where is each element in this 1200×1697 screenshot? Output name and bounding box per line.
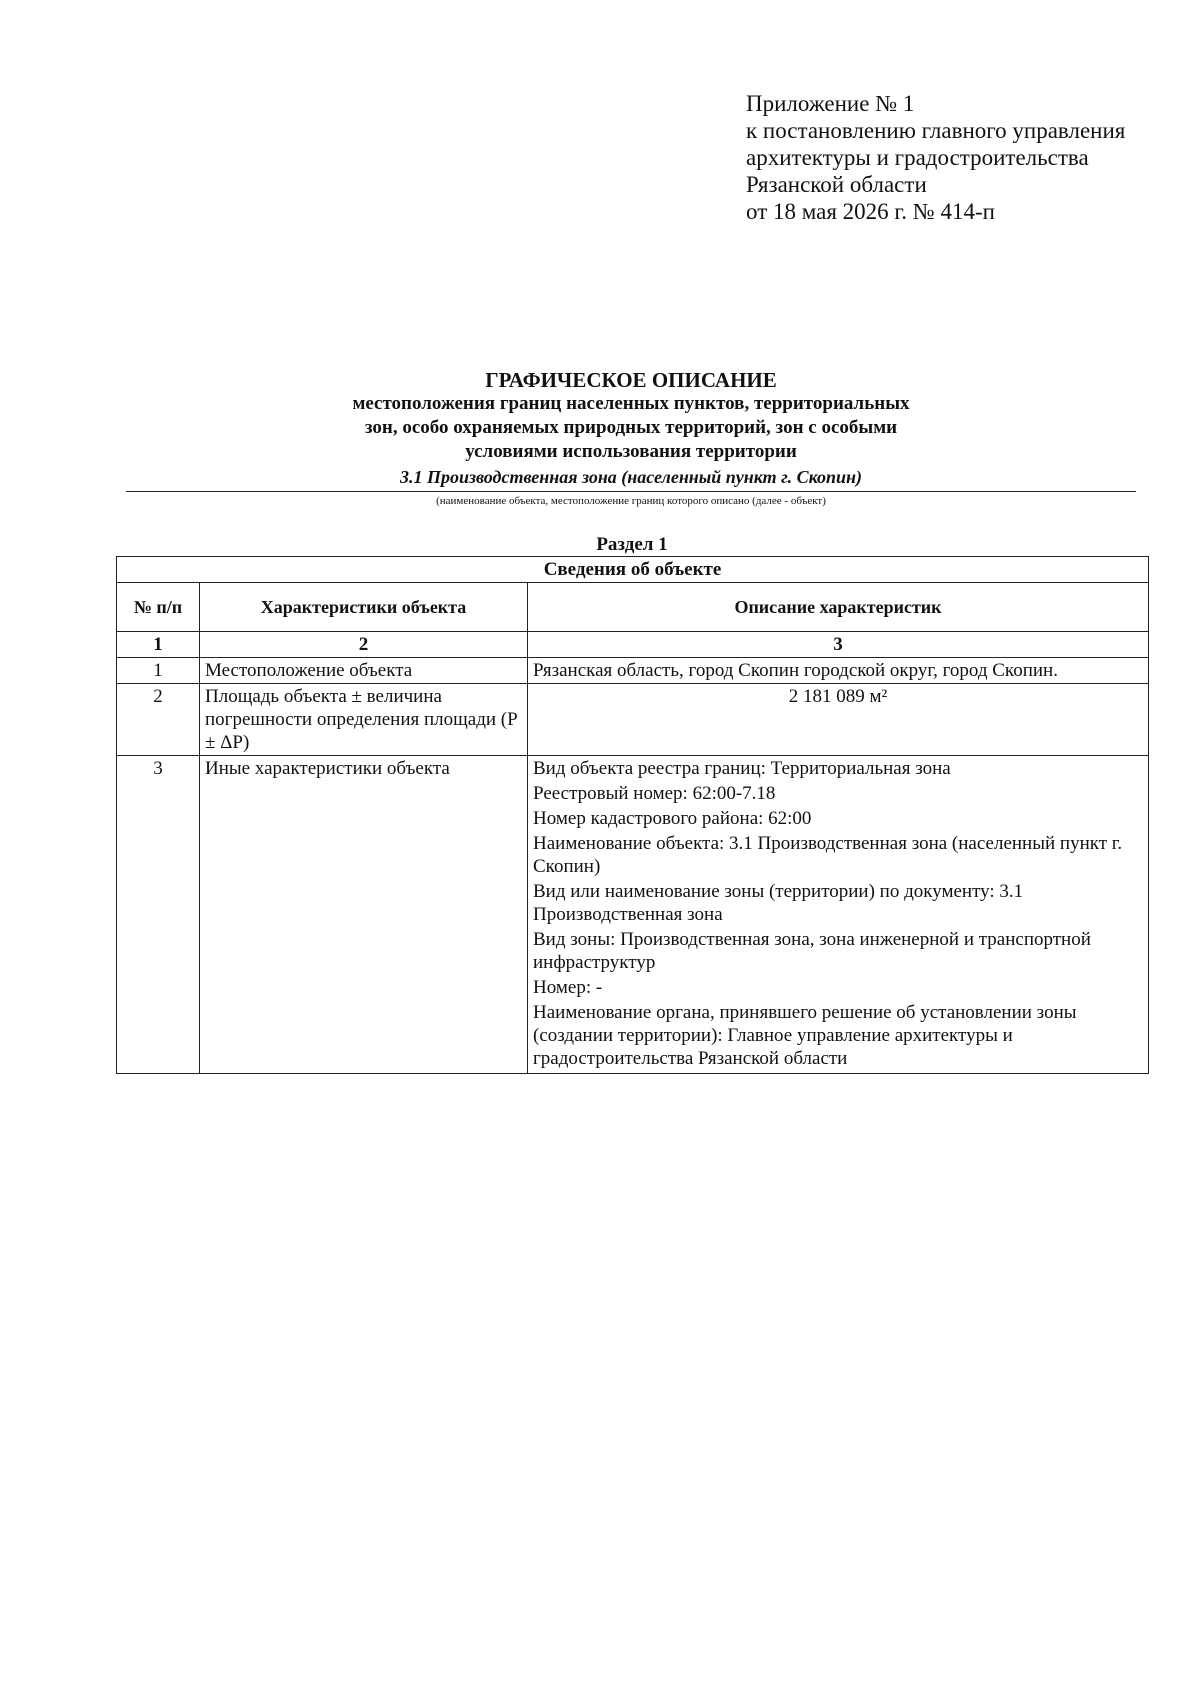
underline-rule [126,491,1136,492]
row-description [528,684,1149,756]
table-row [117,756,1149,1074]
column-number: 2 [200,632,528,658]
appendix-header [746,90,1125,225]
document-subtitle-line: условиями использования территории [465,441,797,462]
object-info-table [116,556,1149,1074]
document-title-block [126,368,1136,509]
description-line: Вид зоны: Производственная зона, зона инженерной и транспортной инфраструктур [533,929,1091,973]
description-line: Номер кадастрового района: 62:00 [533,808,812,829]
description-line: Рязанская область, город Скопин городской округ, город Скопин. [533,660,1058,681]
table-caption-row [117,557,1149,583]
section-label: Раздел 1 [596,534,668,555]
description-line: Наименование объекта: 3.1 Производственная зона (населенный пункт г. Скопин) [533,833,1123,877]
appendix-line: Рязанской области [746,172,927,197]
row-number: 2 [117,684,200,756]
table-caption: Сведения об объекте [117,557,1149,583]
document-subtitle-line: местоположения границ населенных пунктов, территориальных [352,393,910,414]
appendix-line: от 18 мая 2026 г. № 414-п [746,199,995,224]
row-characteristic: Иные характеристики объекта [200,756,528,1074]
description-line: Вид объекта реестра границ: Территориальная зона [533,758,951,779]
row-number: 3 [117,756,200,1074]
row-description [528,756,1149,1074]
row-description [528,658,1149,684]
row-characteristic: Площадь объекта ± величина погрешности определения площади (P ± ΔP) [200,684,528,756]
description-line: Вид или наименование зоны (территории) по документу: 3.1 Производственная зона [533,881,1024,925]
document-subtitle-line: зон, особо охраняемых природных территорий, зон с особыми [364,417,898,438]
header-characteristic: Характеристики объекта [200,583,528,632]
table-row [117,684,1149,756]
object-name: 3.1 Производственная зона (населенный пункт г. Скопин) [399,467,863,487]
appendix-line: к постановлению главного управления [746,118,1126,143]
table-header-row [117,583,1149,632]
document-title: ГРАФИЧЕСКОЕ ОПИСАНИЕ [485,368,777,392]
row-number: 1 [117,658,200,684]
description-line: 2 181 089 м² [788,686,888,707]
description-line: Реестровый номер: 62:00-7.18 [533,783,776,804]
description-line: Наименование органа, принявшего решение об установлении зоны (создании территории): Главное управление архитектуры и градостроительства Рязанской области [533,1002,1077,1069]
appendix-line: Приложение № 1 [746,91,915,116]
header-number: № п/п [117,583,200,632]
column-number: 1 [117,632,200,658]
object-name-caption: (наименование объекта, местоположение границ которого описано (далее - объект) [436,495,826,507]
row-characteristic: Местоположение объекта [200,658,528,684]
description-line: Номер: - [533,977,603,998]
column-number-row [117,632,1149,658]
table-row [117,658,1149,684]
column-number: 3 [528,632,1149,658]
appendix-line: архитектуры и градостроительства [746,145,1089,170]
header-description: Описание характеристик [528,583,1149,632]
